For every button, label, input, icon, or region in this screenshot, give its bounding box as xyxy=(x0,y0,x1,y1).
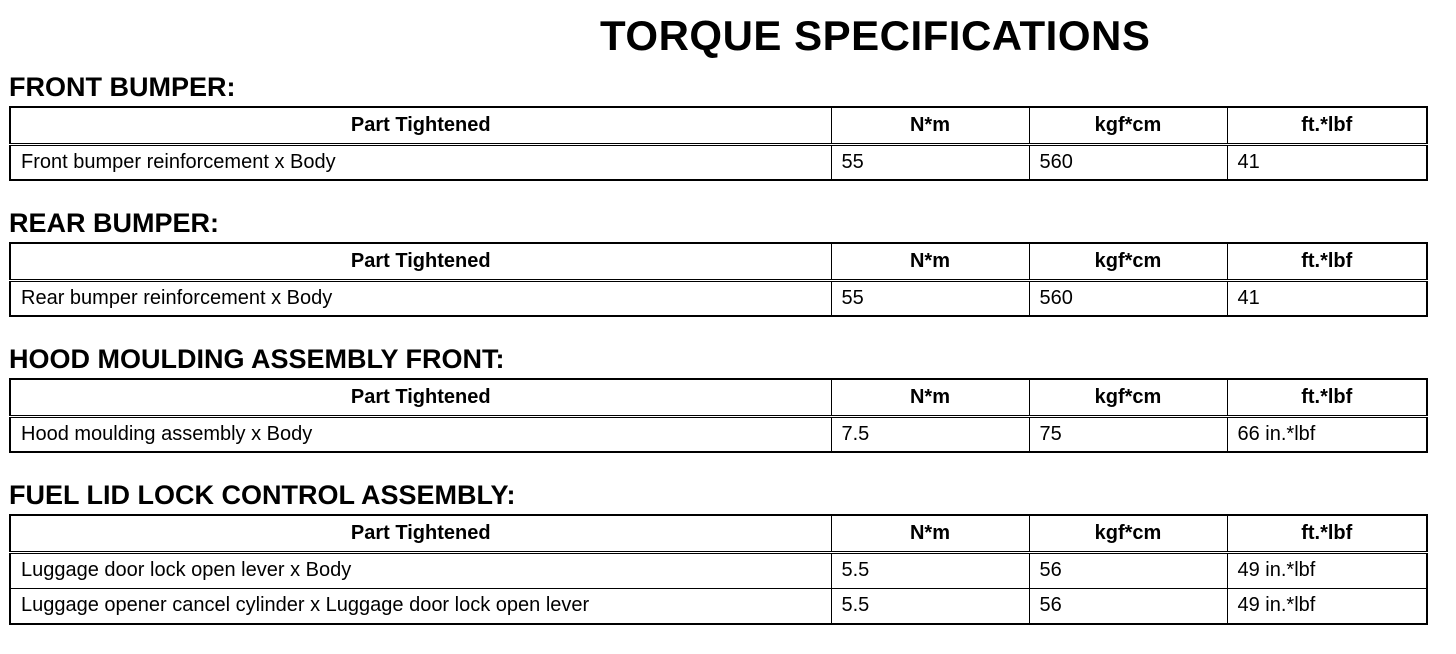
cell-part: Hood moulding assembly x Body xyxy=(10,416,831,452)
column-header-ftlbf: ft.*lbf xyxy=(1227,107,1427,144)
cell-kgfcm: 560 xyxy=(1029,280,1227,316)
cell-ftlbf: 49 in.*lbf xyxy=(1227,588,1427,624)
cell-kgfcm: 560 xyxy=(1029,144,1227,180)
cell-ftlbf: 49 in.*lbf xyxy=(1227,552,1427,588)
section-front-bumper xyxy=(9,72,1426,181)
cell-part: Rear bumper reinforcement x Body xyxy=(10,280,831,316)
table-header-row xyxy=(10,243,1427,280)
torque-table xyxy=(9,106,1428,181)
section-heading: HOOD MOULDING ASSEMBLY FRONT: xyxy=(9,344,505,374)
column-header-part: Part Tightened xyxy=(10,515,831,552)
cell-ftlbf: 41 xyxy=(1227,144,1427,180)
table-header-row xyxy=(10,379,1427,416)
column-header-part: Part Tightened xyxy=(10,107,831,144)
torque-table xyxy=(9,514,1428,625)
table-row xyxy=(10,588,1427,624)
section-heading: FUEL LID LOCK CONTROL ASSEMBLY: xyxy=(9,480,516,510)
table-header-row xyxy=(10,515,1427,552)
section-fuel-lid-lock xyxy=(9,480,1426,625)
cell-nm: 7.5 xyxy=(831,416,1029,452)
table-row xyxy=(10,416,1427,452)
section-hood-moulding xyxy=(9,344,1426,453)
column-header-nm: N*m xyxy=(831,379,1029,416)
column-header-ftlbf: ft.*lbf xyxy=(1227,379,1427,416)
column-header-kgfcm: kgf*cm xyxy=(1029,243,1227,280)
column-header-kgfcm: kgf*cm xyxy=(1029,379,1227,416)
table-row xyxy=(10,280,1427,316)
table-header-row xyxy=(10,107,1427,144)
cell-kgfcm: 75 xyxy=(1029,416,1227,452)
cell-kgfcm: 56 xyxy=(1029,588,1227,624)
cell-part: Luggage opener cancel cylinder x Luggage door lock open lever xyxy=(10,588,831,624)
column-header-nm: N*m xyxy=(831,107,1029,144)
torque-table xyxy=(9,242,1428,317)
cell-ftlbf: 66 in.*lbf xyxy=(1227,416,1427,452)
section-rear-bumper xyxy=(9,208,1426,317)
cell-nm: 5.5 xyxy=(831,552,1029,588)
column-header-ftlbf: ft.*lbf xyxy=(1227,515,1427,552)
cell-nm: 5.5 xyxy=(831,588,1029,624)
column-header-kgfcm: kgf*cm xyxy=(1029,107,1227,144)
column-header-kgfcm: kgf*cm xyxy=(1029,515,1227,552)
column-header-ftlbf: ft.*lbf xyxy=(1227,243,1427,280)
cell-part: Luggage door lock open lever x Body xyxy=(10,552,831,588)
column-header-nm: N*m xyxy=(831,515,1029,552)
column-header-part: Part Tightened xyxy=(10,379,831,416)
torque-table xyxy=(9,378,1428,453)
table-row xyxy=(10,552,1427,588)
cell-nm: 55 xyxy=(831,280,1029,316)
cell-kgfcm: 56 xyxy=(1029,552,1227,588)
cell-ftlbf: 41 xyxy=(1227,280,1427,316)
column-header-part: Part Tightened xyxy=(10,243,831,280)
table-row xyxy=(10,144,1427,180)
section-heading: FRONT BUMPER: xyxy=(9,72,236,102)
column-header-nm: N*m xyxy=(831,243,1029,280)
section-heading: REAR BUMPER: xyxy=(9,208,220,238)
cell-part: Front bumper reinforcement x Body xyxy=(10,144,831,180)
cell-nm: 55 xyxy=(831,144,1029,180)
page-title: TORQUE SPECIFICATIONS xyxy=(600,12,1151,59)
